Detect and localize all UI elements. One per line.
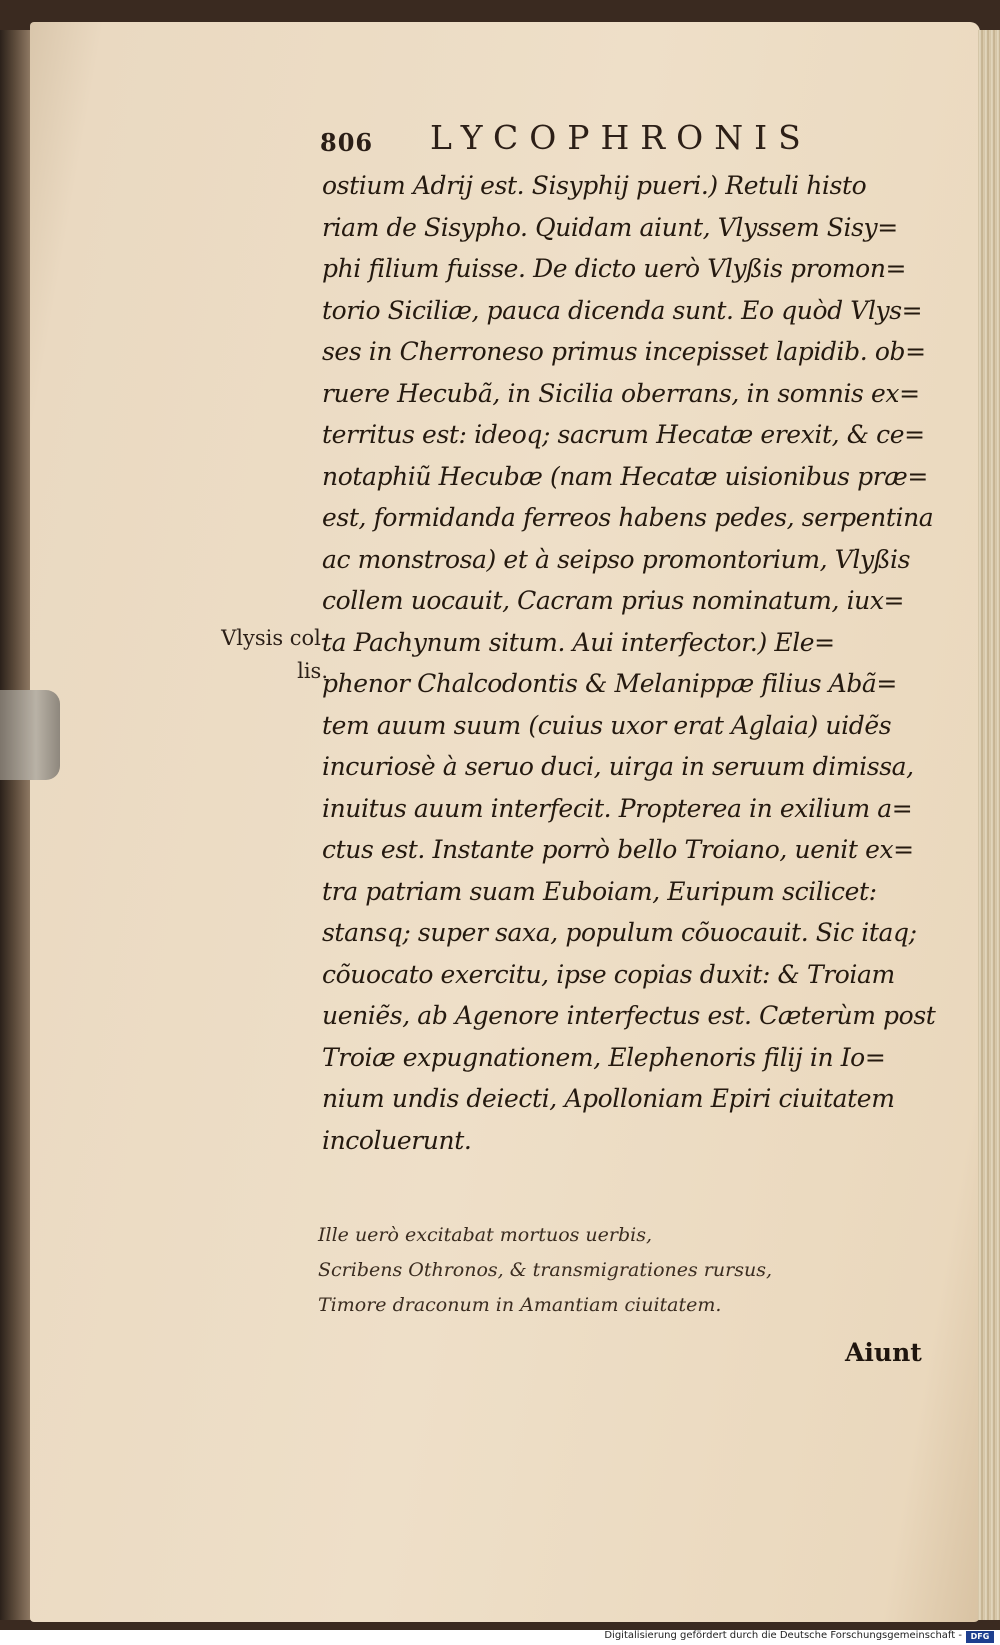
body-line: phenor Chalcodontis & Melanippæ filius Abã= [322,669,897,698]
running-head [0,118,1000,158]
body-line: riam de Sisypho. Quidam aiunt, Vlyssem Sisy= [322,212,898,242]
body-line: stansq; super saxa, populum cõuocauit. Sic itaq; [322,918,917,947]
margin-note-line: lis. [297,659,328,683]
body-line: ueniẽs, ab Agenore interfectus est. Cæterùm post [322,1001,936,1030]
body-line: nium undis deiecti, Apolloniam Epiri ciuitatem [322,1084,895,1113]
body-line: cõuocato exercitu, ipse copias duxit: & Troiam [322,959,895,989]
margin-note [186,622,328,688]
verse-quotation [318,1218,878,1323]
body-line: ruere Hecubã, in Sicilia oberrans, in somnis ex= [322,378,920,408]
body-line: collem uocauit, Cacram prius nominatum, iux= [322,586,905,615]
page-clip [0,690,60,780]
body-line: ac monstrosa) et à seipso promontorium, Vlyßis [322,544,911,574]
page-number: 806 [320,128,374,157]
verse-line: Timore draconum in Amantiam ciuitatem. [318,1294,722,1316]
digitization-footer [0,1630,1000,1645]
body-line: Troiæ expugnationem, Elephenoris filij in Io= [322,1042,886,1072]
catchword: Aiunt [845,1338,922,1367]
body-line: territus est: ideoq; sacrum Hecatæ erexit, & ce= [322,420,925,449]
body-line: ctus est. Instante porrò bello Troiano, uenit ex= [322,835,914,864]
body-line: tem auum suum (cuius uxor erat Aglaia) uidẽs [322,710,892,740]
body-line: incoluerunt. [322,1125,472,1155]
body-line: inuitus auum interfecit. Propterea in exilium a= [322,793,913,823]
funding-credit: Digitalisierung gefördert durch die Deutsche Forschungsgemeinschaft - [604,1630,962,1641]
verse-line: Ille uerò excitabat mortuos uerbis, [318,1224,653,1246]
dfg-logo: DFG [966,1631,994,1643]
body-line: torio Siciliæ, pauca dicenda sunt. Eo quòd Vlys= [322,295,923,325]
verse-line: Scribens Othronos, & transmigrationes rursus, [318,1259,772,1281]
body-line: tra patriam suam Euboiam, Euripum scilicet: [322,876,877,906]
body-line: ta Pachynum situm. Aui interfector.) Ele= [322,627,835,657]
running-title: LYCOPHRONIS [430,118,812,157]
body-line: phi filium fuisse. De dicto uerò Vlyßis promon= [322,254,907,283]
body-line: ostium Adrij est. Sisyphij pueri.) Retuli histo [322,171,867,200]
body-line: incuriosè à seruo duci, uirga in seruum dimissa, [322,752,914,781]
body-text [322,165,942,1161]
right-page-stack [978,30,1000,1620]
body-line: notaphiũ Hecubæ (nam Hecatæ uisionibus præ= [322,461,928,491]
body-line: ses in Cherroneso primus incepisset lapidib. ob= [322,337,926,366]
body-line: est, formidanda ferreos habens pedes, serpentina [322,503,934,532]
margin-note-line: Vlysis col- [221,626,328,650]
